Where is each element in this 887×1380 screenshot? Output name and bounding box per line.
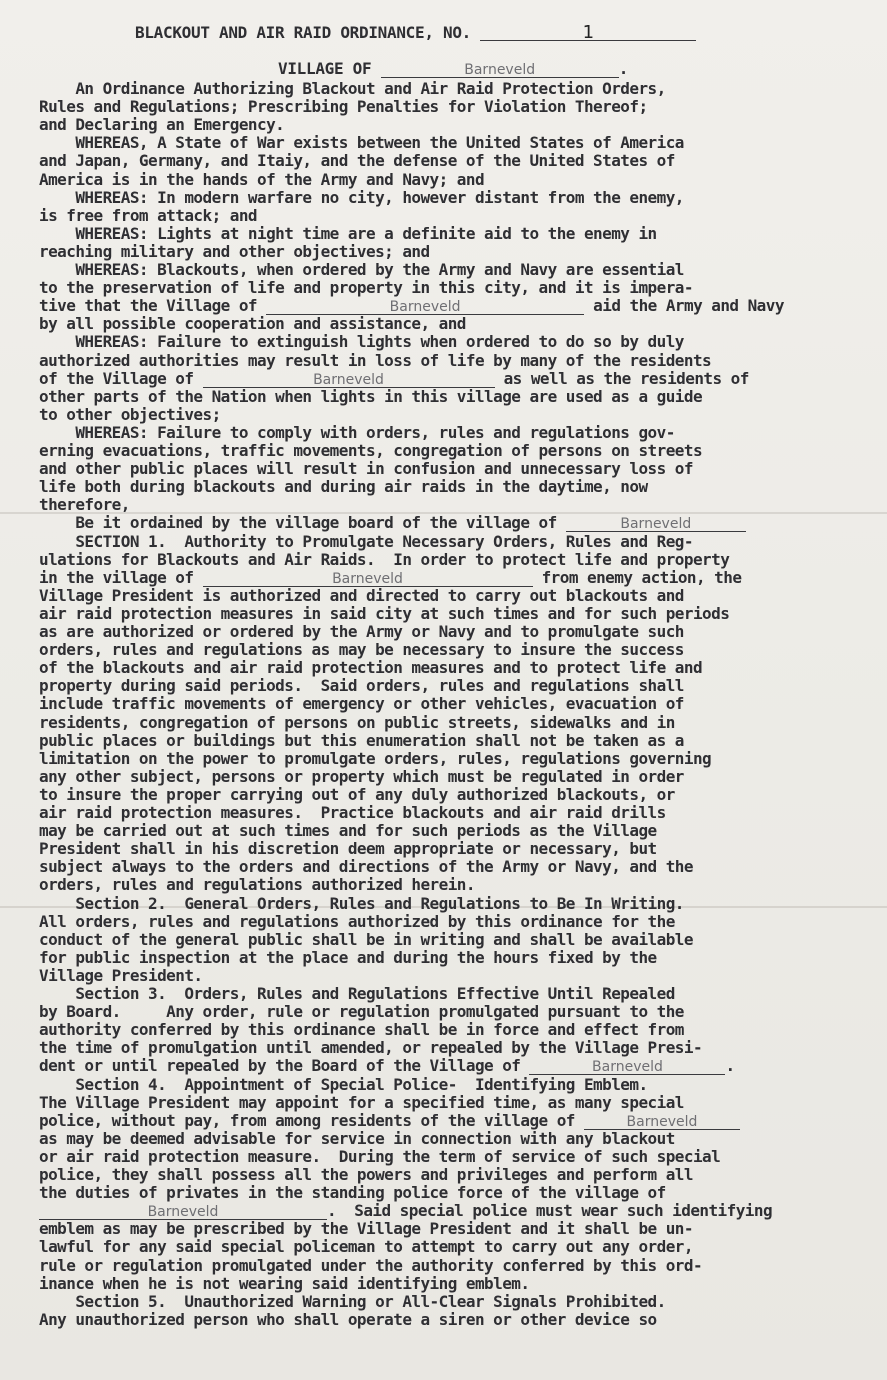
text-line bbox=[39, 297, 784, 315]
text-line bbox=[39, 1220, 693, 1238]
line-text: dent or until repealed by the Board of the Village of bbox=[39, 1056, 530, 1076]
text-line bbox=[39, 225, 657, 243]
text-line bbox=[39, 931, 693, 949]
village-heading-label: VILLAGE OF bbox=[278, 59, 372, 78]
line-text: WHEREAS: In modern warfare no city, however distant from the enemy, bbox=[39, 187, 684, 207]
line-text: of the Village of bbox=[39, 368, 203, 388]
text-line bbox=[39, 587, 684, 605]
line-text: and Declaring an Emergency. bbox=[39, 115, 285, 135]
text-line bbox=[39, 496, 130, 514]
line-text: emblem as may be prescribed by the Village President and it shall be un- bbox=[39, 1219, 693, 1239]
line-text: orders, rules and regulations as may be necessary to insure the success bbox=[39, 640, 684, 660]
text-line bbox=[39, 533, 693, 551]
text-line bbox=[39, 1293, 666, 1311]
village-name-blank: Barneveld bbox=[203, 373, 495, 388]
text-line bbox=[39, 895, 684, 913]
text-line bbox=[39, 750, 711, 768]
line-text: orders, rules and regulations authorized herein. bbox=[39, 875, 475, 895]
text-line bbox=[39, 424, 675, 442]
line-text: WHEREAS, A State of War exists between the United States of America bbox=[39, 133, 684, 153]
line-text: Any unauthorized person who shall operate a siren or other device so bbox=[39, 1309, 657, 1329]
line-text: conduct of the general public shall be in writing and shall be available bbox=[39, 929, 693, 949]
line-text: of the blackouts and air raid protection measures and to protect life and bbox=[39, 658, 703, 678]
text-line bbox=[39, 569, 741, 587]
line-text: America is in the hands of the Army and Navy; and bbox=[39, 169, 485, 189]
text-line bbox=[39, 659, 702, 677]
text-line bbox=[39, 786, 675, 804]
text-line bbox=[39, 189, 684, 207]
text-line bbox=[39, 913, 675, 931]
line-text: any other subject, persons or property which must be regulated in order bbox=[39, 766, 684, 786]
ordinance-number: 1 bbox=[480, 26, 696, 41]
text-line bbox=[39, 768, 684, 786]
line-text: life both during blackouts and during air raids in the daytime, now bbox=[39, 477, 648, 497]
text-line bbox=[39, 623, 684, 641]
village-heading-period: . bbox=[618, 59, 629, 78]
text-line bbox=[39, 641, 684, 659]
line-text: other parts of the Nation when lights in this village are used as a guide bbox=[39, 386, 703, 406]
line-text-after-blank: . bbox=[725, 1056, 735, 1076]
line-text: is free from attack; and bbox=[39, 205, 257, 225]
text-line bbox=[39, 714, 675, 732]
line-text: for public inspection at the place and during the hours fixed by the bbox=[39, 947, 657, 967]
village-name-blank: Barneveld bbox=[39, 1205, 327, 1220]
line-text: include traffic movements of emergency or other vehicles, evacuation of bbox=[39, 694, 684, 714]
line-text: WHEREAS: Lights at night time are a definite aid to the enemy in bbox=[39, 223, 657, 243]
line-text: reaching military and other objectives; and bbox=[39, 241, 430, 261]
line-text: to the preservation of life and property in this city, and it is impera- bbox=[39, 278, 693, 298]
ordinance-title bbox=[135, 24, 696, 42]
text-line bbox=[39, 551, 729, 569]
text-line bbox=[39, 1238, 693, 1256]
title-text: BLACKOUT AND AIR RAID ORDINANCE, NO. bbox=[135, 23, 471, 42]
line-text: to other objectives; bbox=[39, 404, 221, 424]
text-line bbox=[39, 876, 475, 894]
line-text: lawful for any said special policeman to attempt to carry out any order, bbox=[39, 1237, 693, 1257]
text-line bbox=[39, 98, 648, 116]
text-line bbox=[39, 279, 693, 297]
line-text: rule or regulation promulgated under the authority conferred by this ord- bbox=[39, 1255, 703, 1275]
text-line bbox=[39, 822, 657, 840]
line-text: therefore, bbox=[39, 495, 130, 515]
line-text: ulations for Blackouts and Air Raids. In order to protect life and property bbox=[39, 549, 730, 569]
text-line bbox=[39, 967, 203, 985]
text-line bbox=[39, 406, 221, 424]
line-text: tive that the Village of bbox=[39, 296, 267, 316]
text-line bbox=[39, 333, 684, 351]
text-line bbox=[39, 80, 666, 98]
text-line bbox=[39, 985, 675, 1003]
line-text: President shall in his discretion deem appropriate or necessary, but bbox=[39, 839, 657, 859]
line-text: police, without pay, from among residents of the village of bbox=[39, 1110, 584, 1130]
line-text: as are authorized or ordered by the Army or Navy and to promulgate such bbox=[39, 622, 684, 641]
text-line bbox=[39, 840, 657, 858]
line-text: SECTION 1. Authority to Promulgate Necessary Orders, Rules and Reg- bbox=[39, 531, 693, 551]
village-name-blank: Barneveld bbox=[203, 572, 533, 587]
line-text: Section 4. Appointment of Special Police- Identifying Emblem. bbox=[39, 1074, 648, 1094]
village-name-blank: Barneveld bbox=[529, 1060, 725, 1075]
line-text-after-blank: from enemy action, the bbox=[532, 567, 742, 587]
line-text: Village President. bbox=[39, 965, 203, 985]
line-text: or air raid protection measure. During the term of service of such special bbox=[39, 1146, 721, 1166]
text-line bbox=[39, 370, 749, 388]
text-line bbox=[39, 460, 693, 478]
line-text: as may be deemed advisable for service in connection with any blackout bbox=[39, 1128, 675, 1148]
line-text: Section 2. General Orders, Rules and Regulations to Be In Writing. bbox=[39, 893, 684, 913]
line-text: public places or buildings but this enumeration shall not be taken as a bbox=[39, 730, 684, 750]
line-text: air raid protection measures. Practice blackouts and air raid drills bbox=[39, 803, 666, 822]
line-text: The Village President may appoint for a specified time, as many special bbox=[39, 1092, 684, 1112]
text-line bbox=[39, 695, 684, 713]
village-name-blank: Barneveld bbox=[584, 1115, 740, 1130]
text-line bbox=[39, 207, 257, 225]
line-text: the time of promulgation until amended, or repealed by the Village Presi- bbox=[39, 1038, 703, 1058]
text-line bbox=[39, 858, 693, 876]
line-text: and Japan, Germany, and Itaiy, and the defense of the United States of bbox=[39, 151, 675, 171]
line-text: subject always to the orders and directions of the Army or Navy, and the bbox=[39, 857, 693, 877]
village-name-blank: Barneveld bbox=[566, 517, 746, 532]
text-line bbox=[39, 1257, 702, 1275]
text-line bbox=[39, 315, 466, 333]
text-line bbox=[39, 1184, 666, 1202]
text-line bbox=[39, 152, 675, 170]
line-text: Village President is authorized and directed to carry out blackouts and bbox=[39, 585, 684, 605]
text-line bbox=[39, 804, 666, 822]
village-name-blank: Barneveld bbox=[266, 300, 584, 315]
line-text: WHEREAS: Blackouts, when ordered by the Army and Navy are essential bbox=[39, 260, 684, 279]
text-line bbox=[39, 949, 657, 967]
text-line bbox=[39, 134, 684, 152]
line-text: residents, congregation of persons on public streets, sidewalks and in bbox=[39, 712, 675, 732]
line-text-after-blank: aid the Army and Navy bbox=[584, 296, 784, 316]
line-text: may be carried out at such times and for such periods as the Village bbox=[39, 821, 657, 841]
line-text-after-blank: as well as the residents of bbox=[494, 368, 749, 388]
line-text: authorized authorities may result in loss of life by many of the residents bbox=[39, 350, 712, 370]
text-line bbox=[39, 1130, 675, 1148]
text-line bbox=[39, 1311, 657, 1329]
text-line bbox=[39, 677, 684, 695]
village-heading-name: Barneveld bbox=[381, 63, 619, 78]
text-line bbox=[39, 605, 729, 623]
text-line bbox=[39, 171, 484, 189]
village-heading bbox=[278, 60, 628, 78]
text-line bbox=[39, 1003, 684, 1021]
line-text: Section 3. Orders, Rules and Regulations Effective Until Repealed bbox=[39, 984, 675, 1003]
text-line bbox=[39, 1166, 693, 1184]
line-text: to insure the proper carrying out of any duly authorized blackouts, or bbox=[39, 784, 675, 804]
text-line bbox=[39, 388, 702, 406]
text-line bbox=[39, 116, 284, 134]
text-line bbox=[39, 1275, 529, 1293]
line-text: All orders, rules and regulations authorized by this ordinance for the bbox=[39, 911, 675, 931]
text-line bbox=[39, 243, 430, 261]
line-text: property during said periods. Said orders, rules and regulations shall bbox=[39, 676, 684, 696]
text-line bbox=[39, 732, 684, 750]
text-line bbox=[39, 1076, 648, 1094]
line-text: erning evacuations, traffic movements, congregation of persons on streets bbox=[39, 441, 703, 460]
line-text: WHEREAS: Failure to extinguish lights when ordered to do so by duly bbox=[39, 332, 684, 352]
text-line bbox=[39, 261, 684, 279]
line-text: authority conferred by this ordinance shall be in force and effect from bbox=[39, 1020, 684, 1040]
line-text: police, they shall possess all the powers and privileges and perform all bbox=[39, 1165, 693, 1184]
line-text: air raid protection measures in said city at such times and for such periods bbox=[39, 603, 730, 623]
text-line bbox=[39, 1057, 735, 1075]
text-line bbox=[39, 1094, 684, 1112]
text-line bbox=[39, 1112, 740, 1130]
text-line bbox=[39, 1148, 720, 1166]
line-text: by Board. Any order, rule or regulation promulgated pursuant to the bbox=[39, 1002, 684, 1022]
line-text: and other public places will result in confusion and unnecessary loss of bbox=[39, 459, 693, 479]
text-line bbox=[39, 442, 702, 460]
text-line bbox=[39, 352, 711, 370]
line-text: in the village of bbox=[39, 567, 203, 587]
line-text: Section 5. Unauthorized Warning or All-Clear Signals Prohibited. bbox=[39, 1291, 666, 1311]
line-text: Be it ordained by the village board of the village of bbox=[39, 513, 566, 533]
line-text: the duties of privates in the standing police force of the village of bbox=[39, 1183, 666, 1203]
text-line bbox=[39, 1039, 702, 1057]
line-text: limitation on the power to promulgate orders, rules, regulations governing bbox=[39, 748, 712, 768]
line-text: Rules and Regulations; Prescribing Penalties for Violation Thereof; bbox=[39, 97, 648, 117]
line-text: inance when he is not wearing said identifying emblem. bbox=[39, 1273, 530, 1293]
line-text-after-blank: . Said special police must wear such identifying bbox=[327, 1201, 773, 1221]
line-text: An Ordinance Authorizing Blackout and Air Raid Protection Orders, bbox=[39, 79, 666, 98]
text-line bbox=[39, 1202, 772, 1220]
text-line bbox=[39, 1021, 684, 1039]
line-text: WHEREAS: Failure to comply with orders, rules and regulations gov- bbox=[39, 422, 675, 442]
text-line bbox=[39, 514, 746, 532]
line-text: by all possible cooperation and assistance, and bbox=[39, 314, 466, 334]
text-line bbox=[39, 478, 648, 496]
